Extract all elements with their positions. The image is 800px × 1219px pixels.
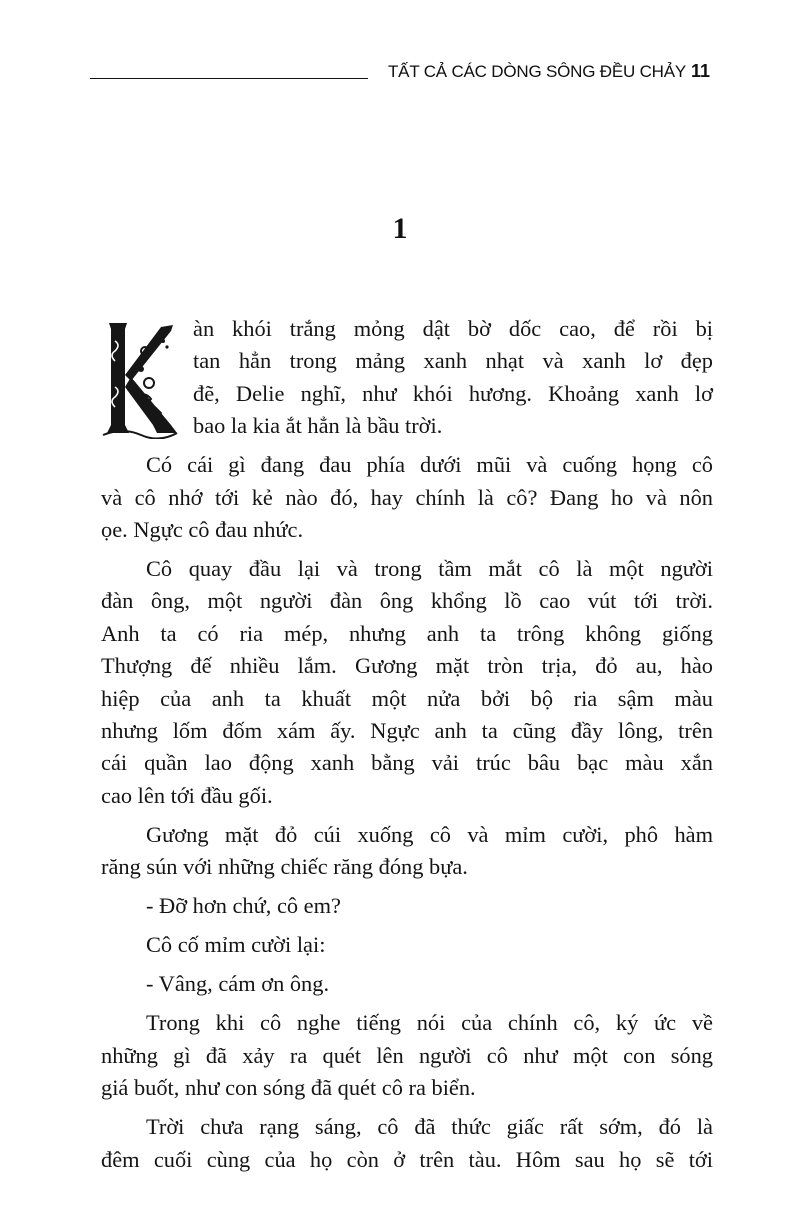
paragraph-1 [101,313,713,443]
running-header [90,60,710,90]
paragraph-2 [101,449,713,546]
dialogue-line: - Đỡ hơn chứ, cô em? [146,893,341,919]
text-line: ọe. Ngực cô đau nhức. [101,517,304,543]
text-line: bao la kia ắt hẳn là bầu trời. [193,413,443,439]
paragraph-8 [101,1007,713,1104]
text-line: Có cái gì đang đau phía dưới mũi và cuống họng cô [146,452,713,478]
text-line: cái quần lao động xanh bằng vải trúc bâu bạc màu xắn [101,750,713,776]
text-line: đẽ, Delie nghĩ, như khói hương. Khoảng xanh lơ [193,380,713,406]
text-line: Anh ta có ria mép, nhưng anh ta trông không giống [101,620,713,646]
text-line: àn khói trắng mỏng dật bờ dốc cao, để rồi bị [193,316,713,341]
text-line: nhưng lốm đốm xám ấy. Ngực anh ta cũng đầy lông, trên [101,718,713,744]
running-title: TẤT CẢ CÁC DÒNG SÔNG ĐỀU CHẢY [388,62,687,81]
text-line: Cô quay đầu lại và trong tầm mắt cô là một người [146,556,713,582]
paragraph-6 [101,929,713,961]
text-line: đàn ông, một người đàn ông khổng lồ cao vút tới trời. [101,588,713,614]
paragraph-3 [101,553,713,812]
paragraph-9 [101,1111,713,1176]
page-number: 11 [690,61,710,81]
text-line: Thượng đế nhiều lắm. Gương mặt tròn trịa, đỏ au, hào [101,653,713,679]
text-line: và cô nhớ tới kẻ nào đó, hay chính là cô? Đang ho và nôn [101,484,713,510]
paragraph-5 [101,890,713,922]
body-text [101,313,713,1183]
text-line: hiệp của anh ta khuất một nửa bởi bộ ria sậm màu [101,685,713,711]
text-line: răng sún với những chiếc răng đóng bựa. [101,854,468,880]
dialogue-line: - Vâng, cám ơn ông. [146,971,330,997]
text-line: Gương mặt đỏ cúi xuống cô và mỉm cười, phô hàm [146,821,713,847]
text-line: Trời chưa rạng sáng, cô đã thức giấc rất sớm, đó là [146,1114,713,1140]
text-line: đêm cuối cùng của họ còn ở trên tàu. Hôm sau họ sẽ tới [101,1146,713,1172]
text-line: cao lên tới đầu gối. [101,782,273,808]
text-line: giá buốt, như con sóng đã quét cô ra biển. [101,1075,476,1101]
text-line: Cô cố mỉm cười lại: [146,932,326,958]
header-rule [90,78,368,79]
chapter-number: 1 [392,212,408,245]
drop-cap-k-ornament [101,317,179,439]
text-line: Trong khi cô nghe tiếng nói của chính cô, ký ức về [146,1010,713,1036]
paragraph-4 [101,819,713,884]
text-line: tan hẳn trong mảng xanh nhạt và xanh lơ đẹp [193,348,713,374]
paragraph-7 [101,968,713,1000]
text-line: những gì đã xảy ra quét lên người cô như một con sóng [101,1042,713,1068]
